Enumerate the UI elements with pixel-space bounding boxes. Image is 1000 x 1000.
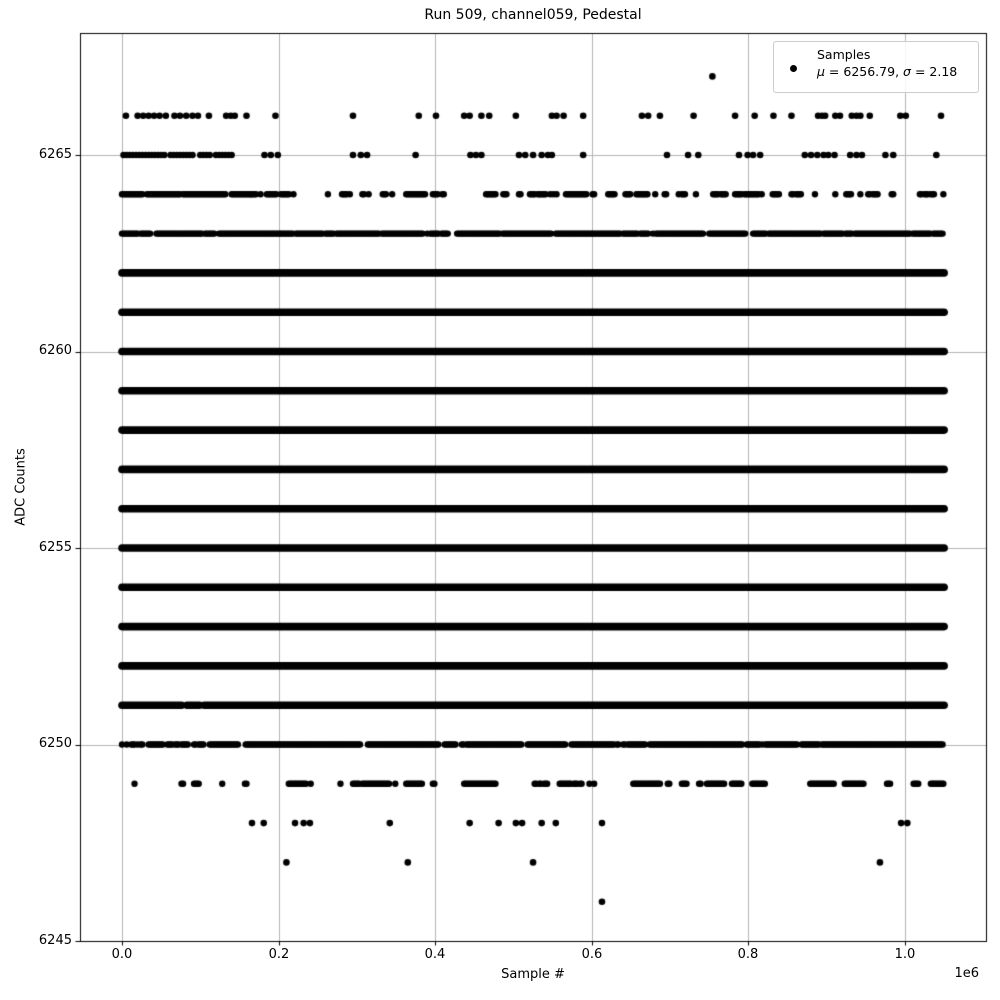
- legend: [773, 41, 979, 93]
- x-tick-label: 0.6: [581, 947, 603, 962]
- y-axis-label: ADC Counts: [13, 448, 29, 526]
- y-tick-label: 6255: [38, 540, 72, 555]
- x-tick-label: 1.0: [894, 947, 916, 962]
- legend-text: [817, 46, 957, 80]
- x-tick-label: 0.2: [268, 947, 290, 962]
- scatter-marker-icon: [790, 65, 797, 72]
- y-tick-label: 6265: [38, 147, 72, 162]
- legend-stats: μ = 6256.79, σ = 2.18: [817, 64, 958, 79]
- x-offset-label: 1e6: [954, 966, 979, 981]
- y-tick-label: 6245: [38, 933, 72, 948]
- x-tick-label: 0.8: [737, 947, 759, 962]
- x-tick-label: 0.0: [111, 947, 133, 962]
- y-tick-label: 6260: [38, 343, 72, 358]
- y-tick-label: 6250: [38, 736, 72, 751]
- x-tick-label: 0.4: [424, 947, 446, 962]
- plot-title: Run 509, channel059, Pedestal: [424, 7, 642, 23]
- legend-label: Samples: [817, 47, 871, 62]
- x-axis-label: Sample #: [501, 967, 565, 982]
